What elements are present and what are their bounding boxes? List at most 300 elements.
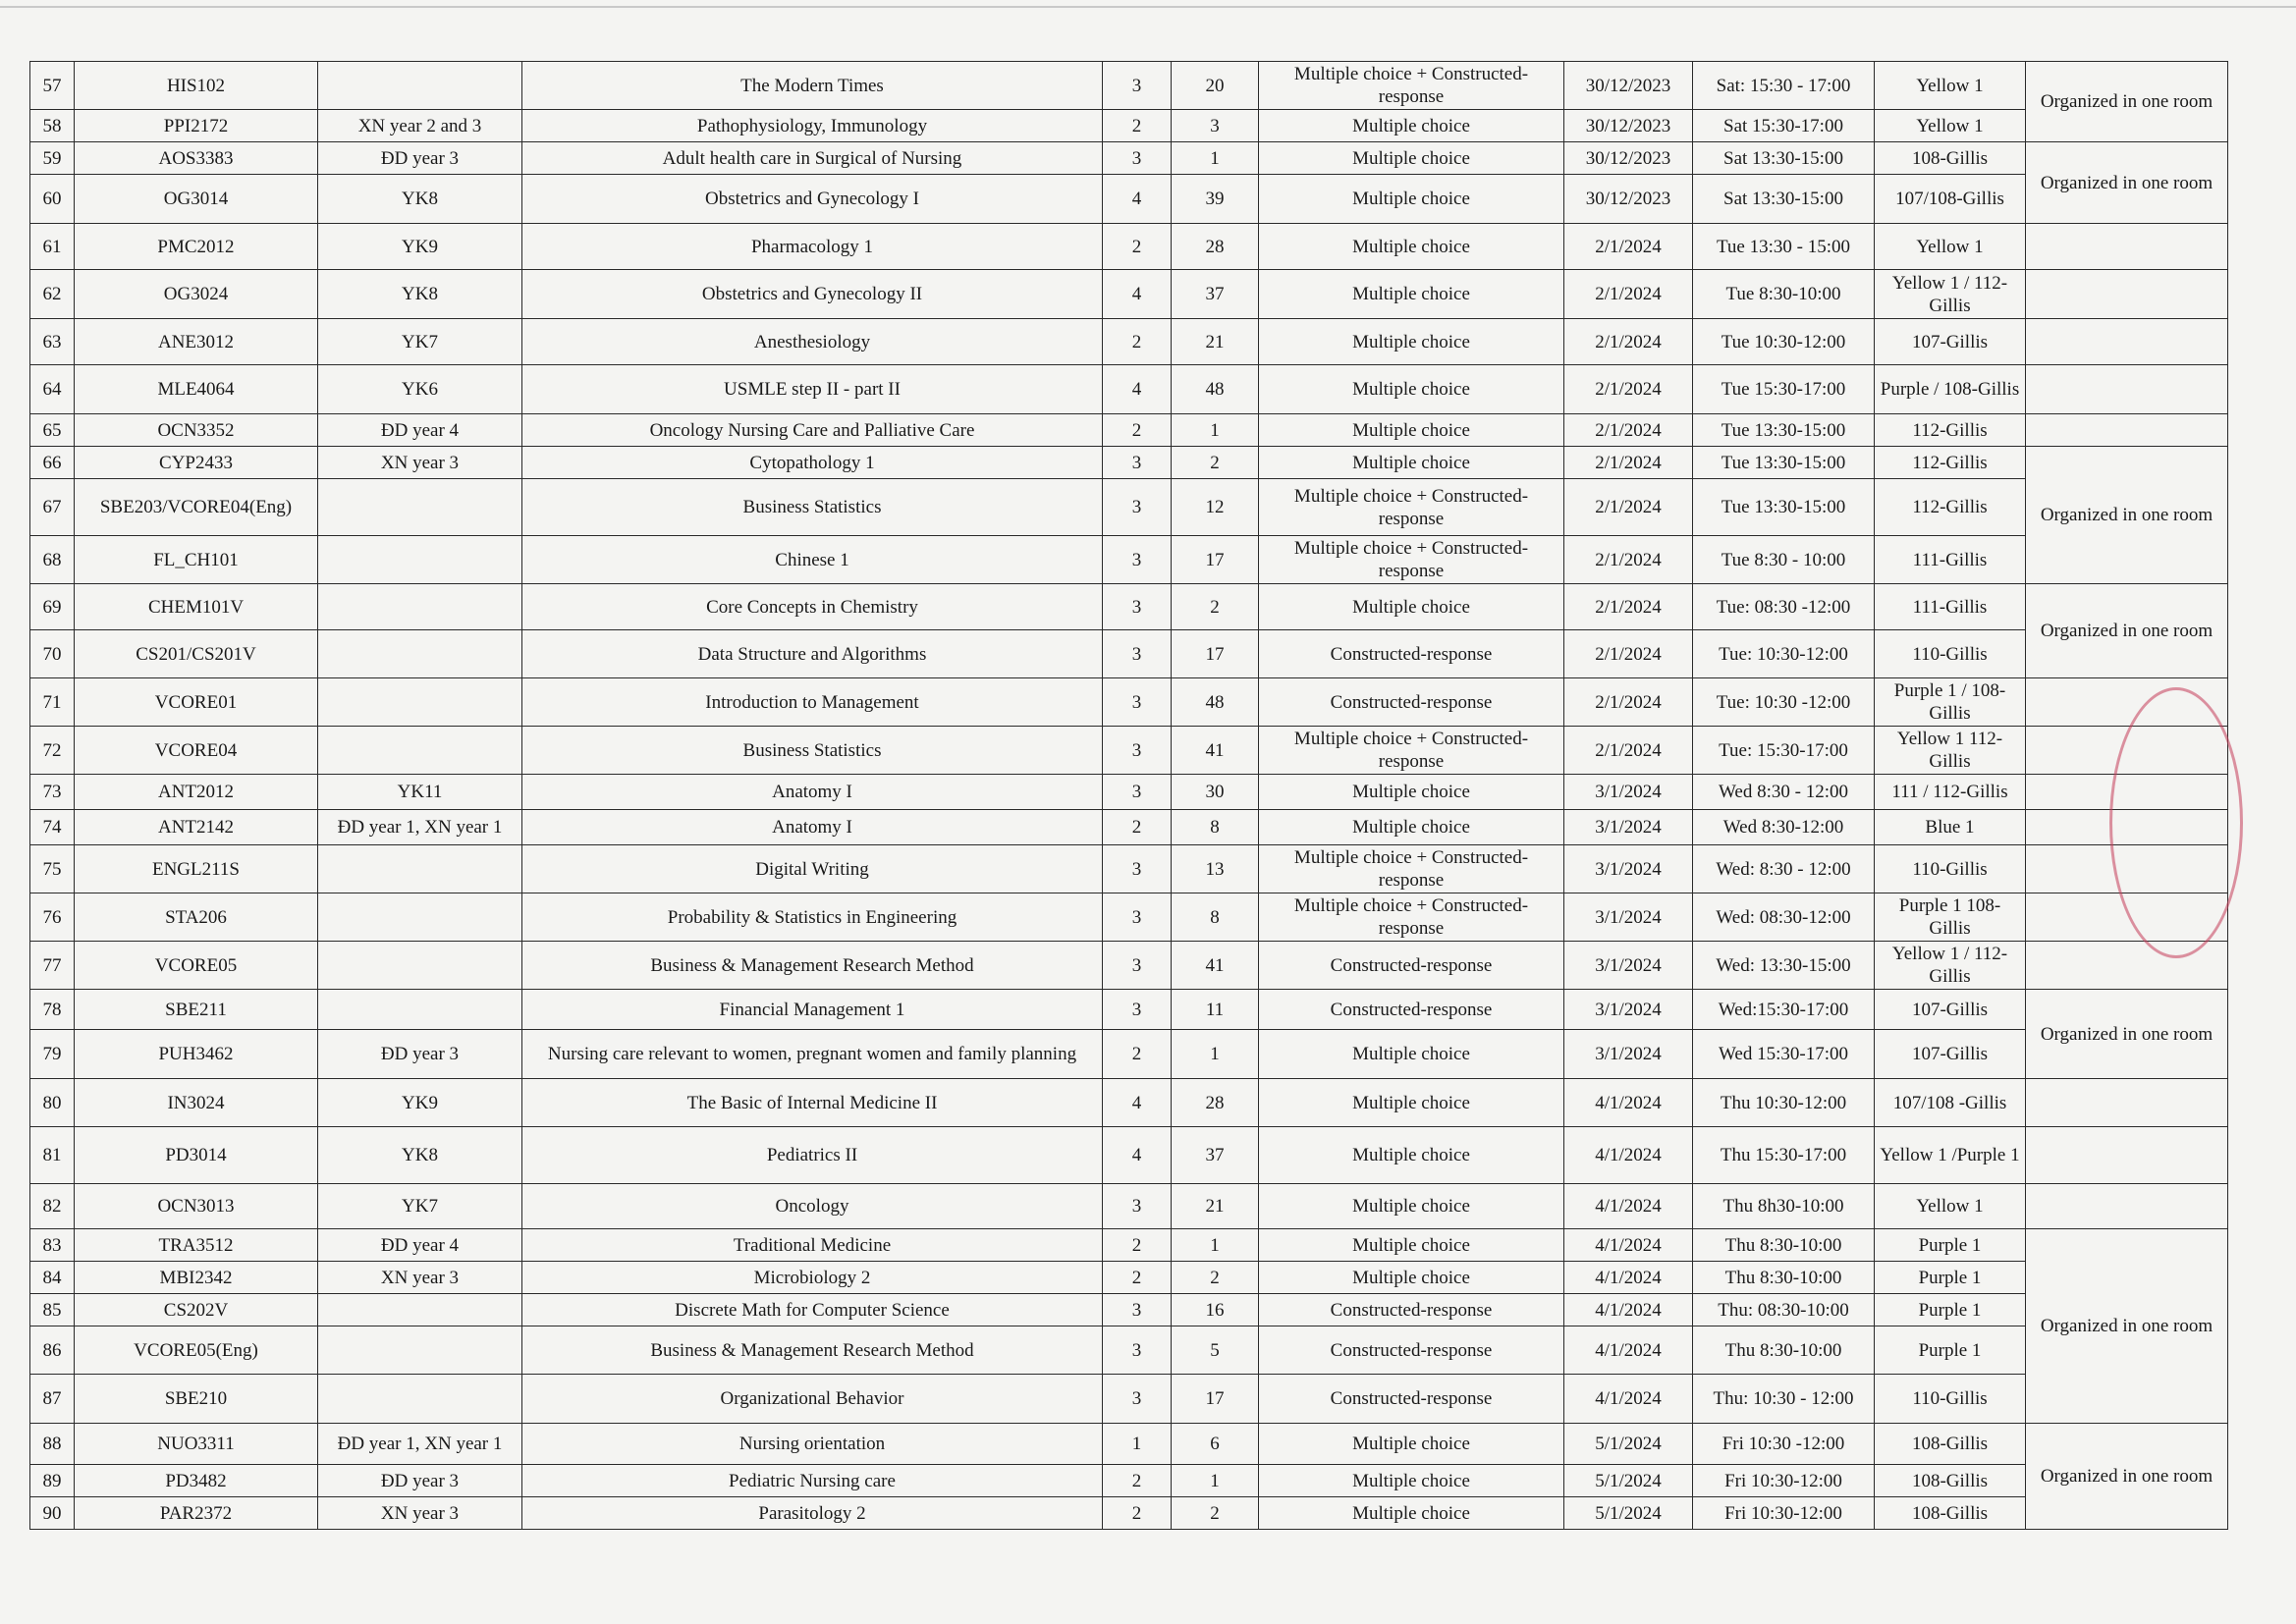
course-code-cell: AOS3383 <box>75 142 318 175</box>
exam-format-cell: Multiple choice <box>1259 775 1564 810</box>
empty-note-cell <box>2026 414 2228 447</box>
exam-room-cell: Purple 1 <box>1875 1262 2026 1294</box>
class-group-cell: YK9 <box>318 1079 522 1127</box>
row-number-cell: 64 <box>30 365 75 414</box>
table-row <box>30 1294 2228 1326</box>
empty-note-cell <box>2026 810 2228 845</box>
table-row <box>30 110 2228 142</box>
exam-date-cell: 3/1/2024 <box>1564 810 1693 845</box>
course-code-cell: ANT2142 <box>75 810 318 845</box>
exam-room-cell: 111-Gillis <box>1875 536 2026 584</box>
exam-date-cell: 4/1/2024 <box>1564 1326 1693 1375</box>
exam-date-cell: 5/1/2024 <box>1564 1465 1693 1497</box>
course-code-cell: OG3014 <box>75 175 318 224</box>
course-code-cell: MLE4064 <box>75 365 318 414</box>
table-row <box>30 1424 2228 1465</box>
exam-time-cell: Thu: 10:30 - 12:00 <box>1693 1375 1875 1424</box>
exam-format-cell: Constructed-response <box>1259 678 1564 727</box>
row-number-cell: 89 <box>30 1465 75 1497</box>
empty-note-cell <box>2026 1127 2228 1184</box>
exam-room-cell: 108-Gillis <box>1875 1497 2026 1530</box>
credits-cell: 2 <box>1103 110 1172 142</box>
exam-room-cell: 108-Gillis <box>1875 142 2026 175</box>
exam-time-cell: Wed: 8:30 - 12:00 <box>1693 845 1875 893</box>
exam-room-cell: 112-Gillis <box>1875 447 2026 479</box>
exam-format-cell: Multiple choice <box>1259 224 1564 270</box>
exam-room-cell: Purple 1 108-Gillis <box>1875 893 2026 942</box>
table-row <box>30 1326 2228 1375</box>
exam-time-cell: Tue 13:30 - 15:00 <box>1693 224 1875 270</box>
course-code-cell: IN3024 <box>75 1079 318 1127</box>
table-row <box>30 175 2228 224</box>
exam-format-cell: Multiple choice + Constructed-response <box>1259 893 1564 942</box>
class-group-cell: ĐD year 3 <box>318 1030 522 1079</box>
class-group-cell: YK11 <box>318 775 522 810</box>
course-code-cell: CS201/CS201V <box>75 630 318 678</box>
exam-format-cell: Constructed-response <box>1259 630 1564 678</box>
course-code-cell: CS202V <box>75 1294 318 1326</box>
subject-name-cell: Adult health care in Surgical of Nursing <box>522 142 1103 175</box>
table-row <box>30 365 2228 414</box>
students-cell: 1 <box>1172 1030 1259 1079</box>
class-group-cell: ĐD year 4 <box>318 1229 522 1262</box>
exam-format-cell: Multiple choice <box>1259 447 1564 479</box>
table-row <box>30 270 2228 319</box>
credits-cell: 3 <box>1103 678 1172 727</box>
class-group-cell <box>318 727 522 775</box>
students-cell: 28 <box>1172 1079 1259 1127</box>
exam-room-cell: Purple 1 <box>1875 1326 2026 1375</box>
class-group-cell: YK9 <box>318 224 522 270</box>
subject-name-cell: Anatomy I <box>522 810 1103 845</box>
credits-cell: 2 <box>1103 1030 1172 1079</box>
exam-date-cell: 4/1/2024 <box>1564 1229 1693 1262</box>
exam-room-cell: Yellow 1 <box>1875 224 2026 270</box>
exam-format-cell: Constructed-response <box>1259 1326 1564 1375</box>
exam-date-cell: 4/1/2024 <box>1564 1127 1693 1184</box>
exam-time-cell: Sat 13:30-15:00 <box>1693 175 1875 224</box>
students-cell: 1 <box>1172 1465 1259 1497</box>
students-cell: 41 <box>1172 942 1259 990</box>
exam-date-cell: 2/1/2024 <box>1564 319 1693 365</box>
course-code-cell: HIS102 <box>75 62 318 110</box>
room-note-cell: Organized in one room <box>2026 1229 2228 1424</box>
subject-name-cell: Digital Writing <box>522 845 1103 893</box>
exam-format-cell: Constructed-response <box>1259 990 1564 1030</box>
exam-date-cell: 4/1/2024 <box>1564 1079 1693 1127</box>
exam-room-cell: Purple 1 <box>1875 1229 2026 1262</box>
subject-name-cell: Business Statistics <box>522 727 1103 775</box>
course-code-cell: OCN3352 <box>75 414 318 447</box>
exam-format-cell: Multiple choice <box>1259 270 1564 319</box>
exam-schedule-sheet <box>29 61 2228 1530</box>
exam-date-cell: 4/1/2024 <box>1564 1294 1693 1326</box>
table-row <box>30 845 2228 893</box>
row-number-cell: 76 <box>30 893 75 942</box>
students-cell: 28 <box>1172 224 1259 270</box>
credits-cell: 2 <box>1103 810 1172 845</box>
row-number-cell: 61 <box>30 224 75 270</box>
subject-name-cell: Chinese 1 <box>522 536 1103 584</box>
exam-time-cell: Tue 13:30-15:00 <box>1693 447 1875 479</box>
exam-format-cell: Constructed-response <box>1259 1375 1564 1424</box>
exam-time-cell: Thu: 08:30-10:00 <box>1693 1294 1875 1326</box>
exam-date-cell: 5/1/2024 <box>1564 1497 1693 1530</box>
table-row <box>30 678 2228 727</box>
exam-format-cell: Multiple choice <box>1259 1030 1564 1079</box>
course-code-cell: CYP2433 <box>75 447 318 479</box>
course-code-cell: PUH3462 <box>75 1030 318 1079</box>
subject-name-cell: The Modern Times <box>522 62 1103 110</box>
students-cell: 12 <box>1172 479 1259 536</box>
exam-time-cell: Wed:15:30-17:00 <box>1693 990 1875 1030</box>
exam-room-cell: Yellow 1 /Purple 1 <box>1875 1127 2026 1184</box>
row-number-cell: 68 <box>30 536 75 584</box>
empty-note-cell <box>2026 775 2228 810</box>
subject-name-cell: Pharmacology 1 <box>522 224 1103 270</box>
students-cell: 17 <box>1172 1375 1259 1424</box>
class-group-cell <box>318 942 522 990</box>
credits-cell: 2 <box>1103 1497 1172 1530</box>
class-group-cell: XN year 3 <box>318 447 522 479</box>
exam-date-cell: 3/1/2024 <box>1564 990 1693 1030</box>
table-row <box>30 942 2228 990</box>
exam-date-cell: 3/1/2024 <box>1564 893 1693 942</box>
exam-time-cell: Thu 15:30-17:00 <box>1693 1127 1875 1184</box>
table-row <box>30 414 2228 447</box>
exam-format-cell: Multiple choice <box>1259 1184 1564 1229</box>
table-row <box>30 536 2228 584</box>
row-number-cell: 83 <box>30 1229 75 1262</box>
students-cell: 16 <box>1172 1294 1259 1326</box>
table-row <box>30 630 2228 678</box>
exam-time-cell: Thu 10:30-12:00 <box>1693 1079 1875 1127</box>
table-row <box>30 1079 2228 1127</box>
exam-room-cell: Blue 1 <box>1875 810 2026 845</box>
course-code-cell: MBI2342 <box>75 1262 318 1294</box>
class-group-cell: YK7 <box>318 1184 522 1229</box>
students-cell: 1 <box>1172 1229 1259 1262</box>
exam-room-cell: Yellow 1 112-Gillis <box>1875 727 2026 775</box>
table-row <box>30 775 2228 810</box>
exam-time-cell: Tue: 10:30 -12:00 <box>1693 678 1875 727</box>
exam-format-cell: Constructed-response <box>1259 942 1564 990</box>
exam-room-cell: 107/108 -Gillis <box>1875 1079 2026 1127</box>
exam-date-cell: 2/1/2024 <box>1564 727 1693 775</box>
class-group-cell <box>318 990 522 1030</box>
exam-date-cell: 3/1/2024 <box>1564 942 1693 990</box>
subject-name-cell: Anatomy I <box>522 775 1103 810</box>
students-cell: 11 <box>1172 990 1259 1030</box>
row-number-cell: 86 <box>30 1326 75 1375</box>
exam-date-cell: 2/1/2024 <box>1564 584 1693 630</box>
course-code-cell: OG3024 <box>75 270 318 319</box>
row-number-cell: 84 <box>30 1262 75 1294</box>
exam-room-cell: Purple 1 / 108-Gillis <box>1875 678 2026 727</box>
row-number-cell: 58 <box>30 110 75 142</box>
exam-format-cell: Multiple choice <box>1259 584 1564 630</box>
row-number-cell: 81 <box>30 1127 75 1184</box>
exam-format-cell: Multiple choice <box>1259 1424 1564 1465</box>
row-number-cell: 79 <box>30 1030 75 1079</box>
row-number-cell: 73 <box>30 775 75 810</box>
room-note-cell: Organized in one room <box>2026 990 2228 1079</box>
class-group-cell: ĐD year 4 <box>318 414 522 447</box>
subject-name-cell: Parasitology 2 <box>522 1497 1103 1530</box>
table-row <box>30 810 2228 845</box>
credits-cell: 3 <box>1103 942 1172 990</box>
subject-name-cell: Discrete Math for Computer Science <box>522 1294 1103 1326</box>
row-number-cell: 85 <box>30 1294 75 1326</box>
students-cell: 5 <box>1172 1326 1259 1375</box>
exam-room-cell: 112-Gillis <box>1875 414 2026 447</box>
class-group-cell <box>318 630 522 678</box>
exam-room-cell: Yellow 1 / 112-Gillis <box>1875 942 2026 990</box>
exam-date-cell: 2/1/2024 <box>1564 224 1693 270</box>
table-row <box>30 1127 2228 1184</box>
empty-note-cell <box>2026 845 2228 893</box>
exam-time-cell: Fri 10:30-12:00 <box>1693 1465 1875 1497</box>
exam-time-cell: Sat 13:30-15:00 <box>1693 142 1875 175</box>
empty-note-cell <box>2026 678 2228 727</box>
course-code-cell: STA206 <box>75 893 318 942</box>
class-group-cell <box>318 1375 522 1424</box>
room-note-cell: Organized in one room <box>2026 1424 2228 1530</box>
exam-time-cell: Wed: 13:30-15:00 <box>1693 942 1875 990</box>
exam-date-cell: 4/1/2024 <box>1564 1184 1693 1229</box>
exam-date-cell: 2/1/2024 <box>1564 414 1693 447</box>
students-cell: 21 <box>1172 319 1259 365</box>
credits-cell: 2 <box>1103 224 1172 270</box>
class-group-cell <box>318 1294 522 1326</box>
class-group-cell <box>318 893 522 942</box>
row-number-cell: 66 <box>30 447 75 479</box>
room-note-cell: Organized in one room <box>2026 584 2228 678</box>
exam-format-cell: Multiple choice <box>1259 414 1564 447</box>
row-number-cell: 88 <box>30 1424 75 1465</box>
exam-format-cell: Multiple choice <box>1259 1127 1564 1184</box>
exam-room-cell: Purple / 108-Gillis <box>1875 365 2026 414</box>
exam-format-cell: Multiple choice <box>1259 1497 1564 1530</box>
row-number-cell: 60 <box>30 175 75 224</box>
subject-name-cell: Financial Management 1 <box>522 990 1103 1030</box>
empty-note-cell <box>2026 365 2228 414</box>
exam-date-cell: 30/12/2023 <box>1564 175 1693 224</box>
class-group-cell: YK7 <box>318 319 522 365</box>
table-row <box>30 479 2228 536</box>
class-group-cell <box>318 584 522 630</box>
students-cell: 13 <box>1172 845 1259 893</box>
exam-date-cell: 3/1/2024 <box>1564 845 1693 893</box>
exam-format-cell: Multiple choice + Constructed-response <box>1259 727 1564 775</box>
credits-cell: 3 <box>1103 990 1172 1030</box>
exam-time-cell: Tue 10:30-12:00 <box>1693 319 1875 365</box>
table-row <box>30 447 2228 479</box>
course-code-cell: ENGL211S <box>75 845 318 893</box>
subject-name-cell: USMLE step II - part II <box>522 365 1103 414</box>
room-note-cell: Organized in one room <box>2026 62 2228 142</box>
exam-time-cell: Sat: 15:30 - 17:00 <box>1693 62 1875 110</box>
class-group-cell: ĐD year 1, XN year 1 <box>318 1424 522 1465</box>
students-cell: 21 <box>1172 1184 1259 1229</box>
class-group-cell <box>318 62 522 110</box>
course-code-cell: TRA3512 <box>75 1229 318 1262</box>
credits-cell: 2 <box>1103 319 1172 365</box>
subject-name-cell: Pediatric Nursing care <box>522 1465 1103 1497</box>
table-row <box>30 1262 2228 1294</box>
exam-format-cell: Multiple choice <box>1259 142 1564 175</box>
exam-room-cell: 107-Gillis <box>1875 990 2026 1030</box>
exam-time-cell: Tue: 15:30-17:00 <box>1693 727 1875 775</box>
subject-name-cell: Oncology Nursing Care and Palliative Care <box>522 414 1103 447</box>
course-code-cell: SBE211 <box>75 990 318 1030</box>
exam-time-cell: Wed 8:30-12:00 <box>1693 810 1875 845</box>
empty-note-cell <box>2026 319 2228 365</box>
subject-name-cell: Nursing orientation <box>522 1424 1103 1465</box>
empty-note-cell <box>2026 727 2228 775</box>
students-cell: 6 <box>1172 1424 1259 1465</box>
course-code-cell: OCN3013 <box>75 1184 318 1229</box>
credits-cell: 3 <box>1103 893 1172 942</box>
table-row <box>30 990 2228 1030</box>
subject-name-cell: Traditional Medicine <box>522 1229 1103 1262</box>
table-row <box>30 893 2228 942</box>
row-number-cell: 78 <box>30 990 75 1030</box>
exam-time-cell: Tue 15:30-17:00 <box>1693 365 1875 414</box>
subject-name-cell: Core Concepts in Chemistry <box>522 584 1103 630</box>
exam-time-cell: Fri 10:30 -12:00 <box>1693 1424 1875 1465</box>
exam-time-cell: Thu 8:30-10:00 <box>1693 1229 1875 1262</box>
subject-name-cell: Business & Management Research Method <box>522 1326 1103 1375</box>
exam-time-cell: Tue 8:30 - 10:00 <box>1693 536 1875 584</box>
students-cell: 17 <box>1172 630 1259 678</box>
exam-room-cell: 107-Gillis <box>1875 319 2026 365</box>
empty-note-cell <box>2026 270 2228 319</box>
course-code-cell: VCORE05 <box>75 942 318 990</box>
class-group-cell <box>318 845 522 893</box>
exam-format-cell: Multiple choice + Constructed-response <box>1259 62 1564 110</box>
exam-room-cell: 110-Gillis <box>1875 1375 2026 1424</box>
students-cell: 37 <box>1172 1127 1259 1184</box>
row-number-cell: 57 <box>30 62 75 110</box>
course-code-cell: VCORE04 <box>75 727 318 775</box>
class-group-cell: ĐD year 3 <box>318 142 522 175</box>
subject-name-cell: Obstetrics and Gynecology I <box>522 175 1103 224</box>
subject-name-cell: Anesthesiology <box>522 319 1103 365</box>
empty-note-cell <box>2026 1184 2228 1229</box>
students-cell: 48 <box>1172 365 1259 414</box>
row-number-cell: 87 <box>30 1375 75 1424</box>
exam-room-cell: 110-Gillis <box>1875 630 2026 678</box>
class-group-cell: XN year 2 and 3 <box>318 110 522 142</box>
exam-date-cell: 2/1/2024 <box>1564 630 1693 678</box>
table-row <box>30 584 2228 630</box>
table-row <box>30 142 2228 175</box>
credits-cell: 4 <box>1103 1127 1172 1184</box>
row-number-cell: 90 <box>30 1497 75 1530</box>
exam-date-cell: 30/12/2023 <box>1564 110 1693 142</box>
course-code-cell: NUO3311 <box>75 1424 318 1465</box>
students-cell: 1 <box>1172 414 1259 447</box>
exam-format-cell: Multiple choice <box>1259 365 1564 414</box>
course-code-cell: PD3482 <box>75 1465 318 1497</box>
row-number-cell: 75 <box>30 845 75 893</box>
class-group-cell: ĐD year 3 <box>318 1465 522 1497</box>
course-code-cell: PD3014 <box>75 1127 318 1184</box>
empty-note-cell <box>2026 1079 2228 1127</box>
credits-cell: 3 <box>1103 1184 1172 1229</box>
students-cell: 2 <box>1172 1262 1259 1294</box>
exam-format-cell: Multiple choice <box>1259 1465 1564 1497</box>
students-cell: 41 <box>1172 727 1259 775</box>
table-row <box>30 1030 2228 1079</box>
course-code-cell: SBE203/VCORE04(Eng) <box>75 479 318 536</box>
subject-name-cell: Cytopathology 1 <box>522 447 1103 479</box>
credits-cell: 3 <box>1103 142 1172 175</box>
exam-room-cell: Purple 1 <box>1875 1294 2026 1326</box>
class-group-cell: YK6 <box>318 365 522 414</box>
row-number-cell: 63 <box>30 319 75 365</box>
credits-cell: 3 <box>1103 775 1172 810</box>
exam-time-cell: Thu 8h30-10:00 <box>1693 1184 1875 1229</box>
course-code-cell: SBE210 <box>75 1375 318 1424</box>
credits-cell: 3 <box>1103 1326 1172 1375</box>
class-group-cell: YK8 <box>318 175 522 224</box>
students-cell: 2 <box>1172 584 1259 630</box>
class-group-cell: YK8 <box>318 270 522 319</box>
subject-name-cell: Pediatrics II <box>522 1127 1103 1184</box>
credits-cell: 3 <box>1103 1294 1172 1326</box>
exam-time-cell: Wed 8:30 - 12:00 <box>1693 775 1875 810</box>
empty-note-cell <box>2026 942 2228 990</box>
exam-date-cell: 4/1/2024 <box>1564 1262 1693 1294</box>
exam-format-cell: Multiple choice <box>1259 1262 1564 1294</box>
table-row <box>30 224 2228 270</box>
exam-date-cell: 2/1/2024 <box>1564 678 1693 727</box>
row-number-cell: 82 <box>30 1184 75 1229</box>
exam-room-cell: Yellow 1 / 112-Gillis <box>1875 270 2026 319</box>
exam-format-cell: Multiple choice <box>1259 110 1564 142</box>
exam-time-cell: Wed 15:30-17:00 <box>1693 1030 1875 1079</box>
exam-format-cell: Multiple choice <box>1259 810 1564 845</box>
credits-cell: 2 <box>1103 1229 1172 1262</box>
students-cell: 2 <box>1172 1497 1259 1530</box>
subject-name-cell: Introduction to Management <box>522 678 1103 727</box>
course-code-cell: CHEM101V <box>75 584 318 630</box>
row-number-cell: 80 <box>30 1079 75 1127</box>
subject-name-cell: Oncology <box>522 1184 1103 1229</box>
exam-date-cell: 4/1/2024 <box>1564 1375 1693 1424</box>
students-cell: 39 <box>1172 175 1259 224</box>
exam-date-cell: 30/12/2023 <box>1564 62 1693 110</box>
exam-format-cell: Constructed-response <box>1259 1294 1564 1326</box>
empty-note-cell <box>2026 224 2228 270</box>
table-row <box>30 1375 2228 1424</box>
row-number-cell: 59 <box>30 142 75 175</box>
exam-schedule-table <box>29 61 2228 1530</box>
row-number-cell: 62 <box>30 270 75 319</box>
exam-date-cell: 5/1/2024 <box>1564 1424 1693 1465</box>
credits-cell: 3 <box>1103 62 1172 110</box>
course-code-cell: ANE3012 <box>75 319 318 365</box>
students-cell: 2 <box>1172 447 1259 479</box>
exam-room-cell: Yellow 1 <box>1875 62 2026 110</box>
empty-note-cell <box>2026 893 2228 942</box>
exam-date-cell: 2/1/2024 <box>1564 536 1693 584</box>
exam-room-cell: 111 / 112-Gillis <box>1875 775 2026 810</box>
exam-time-cell: Fri 10:30-12:00 <box>1693 1497 1875 1530</box>
exam-time-cell: Tue: 08:30 -12:00 <box>1693 584 1875 630</box>
